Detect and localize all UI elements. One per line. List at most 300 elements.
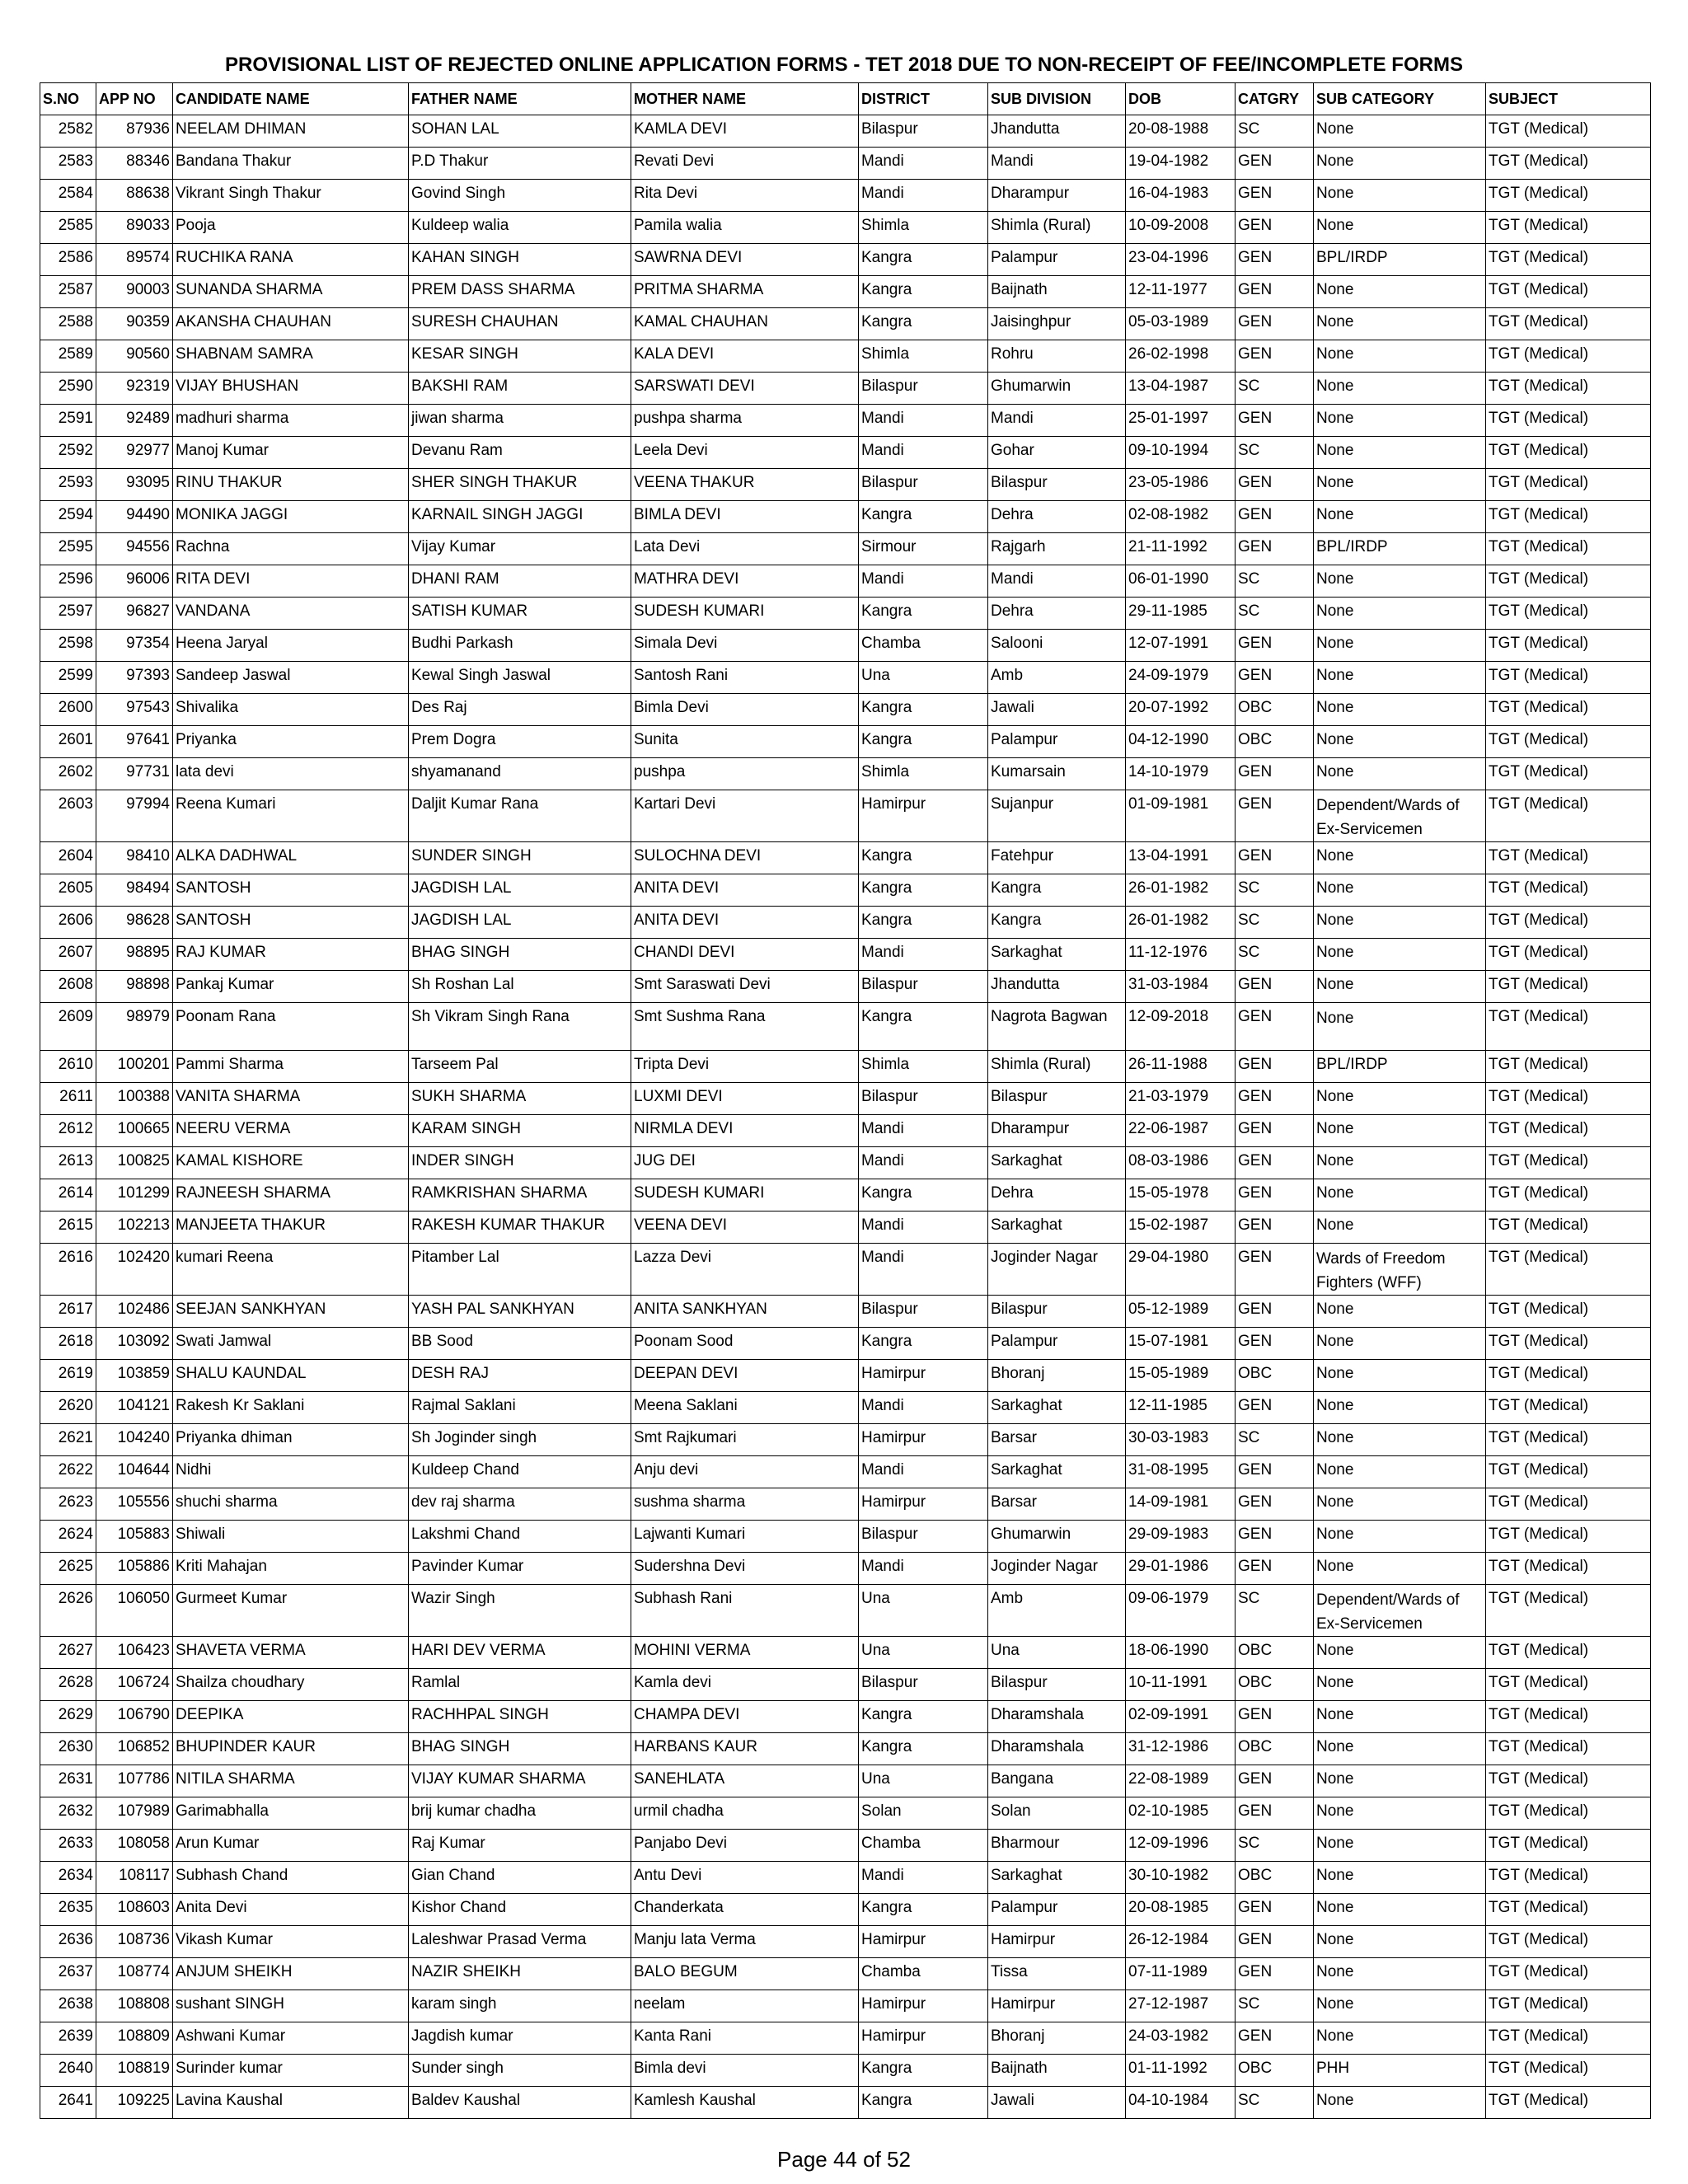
cell-sno: 2599 bbox=[40, 662, 96, 694]
cell-candidate-name: SANTOSH bbox=[173, 874, 409, 907]
cell-mother-name: sushma sharma bbox=[631, 1488, 859, 1521]
cell-sno: 2603 bbox=[40, 790, 96, 842]
cell-father-name: BAKSHI RAM bbox=[409, 373, 631, 405]
cell-subject: TGT (Medical) bbox=[1486, 1147, 1651, 1179]
cell-mother-name: SARSWATI DEVI bbox=[631, 373, 859, 405]
cell-sno: 2614 bbox=[40, 1179, 96, 1212]
cell-dob: 12-11-1985 bbox=[1126, 1392, 1236, 1424]
cell-candidate-name: SHABNAM SAMRA bbox=[173, 340, 409, 373]
cell-district: Una bbox=[859, 662, 988, 694]
cell-mother-name: Smt Sushma Rana bbox=[631, 1003, 859, 1051]
table-row bbox=[40, 2022, 1651, 2055]
cell-category: GEN bbox=[1236, 340, 1314, 373]
table-row bbox=[40, 115, 1651, 148]
cell-subject: TGT (Medical) bbox=[1486, 1797, 1651, 1830]
cell-sub-category: BPL/IRDP bbox=[1314, 533, 1486, 565]
cell-candidate-name: Shivalika bbox=[173, 694, 409, 726]
cell-sub-division: Mandi bbox=[988, 148, 1126, 180]
cell-district: Mandi bbox=[859, 1456, 988, 1488]
cell-sub-division: Bilaspur bbox=[988, 1083, 1126, 1115]
cell-mother-name: ANITA DEVI bbox=[631, 874, 859, 907]
cell-mother-name: SULOCHNA DEVI bbox=[631, 842, 859, 874]
cell-app-no: 107989 bbox=[96, 1797, 173, 1830]
cell-sno: 2628 bbox=[40, 1669, 96, 1701]
cell-mother-name: HARBANS KAUR bbox=[631, 1733, 859, 1765]
cell-dob: 10-11-1991 bbox=[1126, 1669, 1236, 1701]
cell-dob: 05-03-1989 bbox=[1126, 308, 1236, 340]
cell-district: Bilaspur bbox=[859, 115, 988, 148]
cell-category: OBC bbox=[1236, 694, 1314, 726]
cell-category: SC bbox=[1236, 565, 1314, 598]
cell-candidate-name: Pooja bbox=[173, 212, 409, 244]
cell-district: Bilaspur bbox=[859, 1521, 988, 1553]
cell-category: OBC bbox=[1236, 726, 1314, 758]
table-row bbox=[40, 630, 1651, 662]
cell-sub-division: Jaisinghpur bbox=[988, 308, 1126, 340]
cell-dob: 01-09-1981 bbox=[1126, 790, 1236, 842]
table-row bbox=[40, 373, 1651, 405]
cell-district: Mandi bbox=[859, 565, 988, 598]
cell-sub-division: Rohru bbox=[988, 340, 1126, 373]
cell-sub-division: Dehra bbox=[988, 1179, 1126, 1212]
cell-sno: 2588 bbox=[40, 308, 96, 340]
cell-district: Hamirpur bbox=[859, 1488, 988, 1521]
cell-subject: TGT (Medical) bbox=[1486, 662, 1651, 694]
cell-app-no: 97354 bbox=[96, 630, 173, 662]
cell-father-name: SUKH SHARMA bbox=[409, 1083, 631, 1115]
cell-district: Hamirpur bbox=[859, 1360, 988, 1392]
table-row bbox=[40, 1797, 1651, 1830]
cell-sno: 2637 bbox=[40, 1958, 96, 1990]
table-row bbox=[40, 1701, 1651, 1733]
cell-father-name: KARNAIL SINGH JAGGI bbox=[409, 501, 631, 533]
cell-candidate-name: VIJAY BHUSHAN bbox=[173, 373, 409, 405]
cell-mother-name: Revati Devi bbox=[631, 148, 859, 180]
cell-dob: 09-06-1979 bbox=[1126, 1585, 1236, 1637]
cell-category: GEN bbox=[1236, 630, 1314, 662]
cell-district: Hamirpur bbox=[859, 1926, 988, 1958]
cell-district: Kangra bbox=[859, 1003, 988, 1051]
cell-sno: 2585 bbox=[40, 212, 96, 244]
cell-mother-name: BALO BEGUM bbox=[631, 1958, 859, 1990]
cell-candidate-name: kumari Reena bbox=[173, 1244, 409, 1296]
cell-category: GEN bbox=[1236, 1003, 1314, 1051]
cell-sub-category: None bbox=[1314, 758, 1486, 790]
cell-candidate-name: Sandeep Jaswal bbox=[173, 662, 409, 694]
cell-district: Una bbox=[859, 1765, 988, 1797]
table-row bbox=[40, 565, 1651, 598]
cell-sub-category: None bbox=[1314, 1701, 1486, 1733]
cell-sub-division: Jhandutta bbox=[988, 115, 1126, 148]
cell-subject: TGT (Medical) bbox=[1486, 1958, 1651, 1990]
column-header-candidate-name: CANDIDATE NAME bbox=[173, 83, 409, 115]
cell-dob: 11-12-1976 bbox=[1126, 939, 1236, 971]
cell-app-no: 103092 bbox=[96, 1328, 173, 1360]
table-row bbox=[40, 971, 1651, 1003]
cell-category: GEN bbox=[1236, 276, 1314, 308]
cell-subject: TGT (Medical) bbox=[1486, 2022, 1651, 2055]
cell-sno: 2609 bbox=[40, 1003, 96, 1051]
cell-dob: 14-10-1979 bbox=[1126, 758, 1236, 790]
cell-sub-category: None bbox=[1314, 907, 1486, 939]
cell-candidate-name: Priyanka bbox=[173, 726, 409, 758]
cell-subject: TGT (Medical) bbox=[1486, 874, 1651, 907]
table-row bbox=[40, 1147, 1651, 1179]
cell-dob: 21-11-1992 bbox=[1126, 533, 1236, 565]
table-row bbox=[40, 1926, 1651, 1958]
cell-sub-category: None bbox=[1314, 1147, 1486, 1179]
cell-sno: 2618 bbox=[40, 1328, 96, 1360]
table-row bbox=[40, 1958, 1651, 1990]
cell-category: OBC bbox=[1236, 1360, 1314, 1392]
cell-candidate-name: SHALU KAUNDAL bbox=[173, 1360, 409, 1392]
cell-district: Kangra bbox=[859, 308, 988, 340]
cell-father-name: Laleshwar Prasad Verma bbox=[409, 1926, 631, 1958]
cell-father-name: Kishor Chand bbox=[409, 1894, 631, 1926]
cell-app-no: 108774 bbox=[96, 1958, 173, 1990]
cell-sub-category: None bbox=[1314, 437, 1486, 469]
cell-sub-category: None bbox=[1314, 405, 1486, 437]
cell-category: SC bbox=[1236, 1990, 1314, 2022]
cell-sub-category: None bbox=[1314, 1894, 1486, 1926]
cell-sno: 2622 bbox=[40, 1456, 96, 1488]
cell-candidate-name: Gurmeet Kumar bbox=[173, 1585, 409, 1637]
cell-candidate-name: Kriti Mahajan bbox=[173, 1553, 409, 1585]
cell-app-no: 97641 bbox=[96, 726, 173, 758]
cell-mother-name: KAMLA DEVI bbox=[631, 115, 859, 148]
cell-sno: 2624 bbox=[40, 1521, 96, 1553]
cell-mother-name: Kartari Devi bbox=[631, 790, 859, 842]
cell-mother-name: ANITA SANKHYAN bbox=[631, 1296, 859, 1328]
cell-sub-category: None bbox=[1314, 276, 1486, 308]
cell-app-no: 98979 bbox=[96, 1003, 173, 1051]
cell-father-name: BHAG SINGH bbox=[409, 1733, 631, 1765]
cell-mother-name: Santosh Rani bbox=[631, 662, 859, 694]
cell-subject: TGT (Medical) bbox=[1486, 1765, 1651, 1797]
cell-subject: TGT (Medical) bbox=[1486, 1521, 1651, 1553]
cell-subject: TGT (Medical) bbox=[1486, 565, 1651, 598]
table-row bbox=[40, 1488, 1651, 1521]
cell-candidate-name: Heena Jaryal bbox=[173, 630, 409, 662]
cell-sub-division: Kumarsain bbox=[988, 758, 1126, 790]
cell-sub-division: Shimla (Rural) bbox=[988, 1051, 1126, 1083]
cell-mother-name: Kanta Rani bbox=[631, 2022, 859, 2055]
cell-sub-category: None bbox=[1314, 1488, 1486, 1521]
cell-app-no: 90359 bbox=[96, 308, 173, 340]
cell-sub-division: Tissa bbox=[988, 1958, 1126, 1990]
cell-category: SC bbox=[1236, 939, 1314, 971]
cell-sno: 2636 bbox=[40, 1926, 96, 1958]
cell-category: GEN bbox=[1236, 1926, 1314, 1958]
table-row bbox=[40, 437, 1651, 469]
cell-district: Mandi bbox=[859, 1115, 988, 1147]
column-header-dob: DOB bbox=[1126, 83, 1236, 115]
cell-father-name: RAMKRISHAN SHARMA bbox=[409, 1179, 631, 1212]
table-row bbox=[40, 276, 1651, 308]
cell-dob: 02-09-1991 bbox=[1126, 1701, 1236, 1733]
cell-mother-name: SUDESH KUMARI bbox=[631, 1179, 859, 1212]
cell-sno: 2632 bbox=[40, 1797, 96, 1830]
cell-sno: 2641 bbox=[40, 2087, 96, 2119]
cell-sno: 2611 bbox=[40, 1083, 96, 1115]
column-header-father-name: FATHER NAME bbox=[409, 83, 631, 115]
cell-subject: TGT (Medical) bbox=[1486, 148, 1651, 180]
table-row bbox=[40, 1521, 1651, 1553]
cell-dob: 02-08-1982 bbox=[1126, 501, 1236, 533]
cell-subject: TGT (Medical) bbox=[1486, 790, 1651, 842]
cell-sno: 2604 bbox=[40, 842, 96, 874]
cell-district: Kangra bbox=[859, 1179, 988, 1212]
table-row bbox=[40, 148, 1651, 180]
cell-father-name: SOHAN LAL bbox=[409, 115, 631, 148]
column-header-district: DISTRICT bbox=[859, 83, 988, 115]
cell-father-name: Budhi Parkash bbox=[409, 630, 631, 662]
cell-district: Kangra bbox=[859, 694, 988, 726]
cell-father-name: KAHAN SINGH bbox=[409, 244, 631, 276]
cell-category: SC bbox=[1236, 437, 1314, 469]
cell-mother-name: Subhash Rani bbox=[631, 1585, 859, 1637]
cell-app-no: 98410 bbox=[96, 842, 173, 874]
table-row bbox=[40, 1669, 1651, 1701]
cell-category: GEN bbox=[1236, 1701, 1314, 1733]
cell-father-name: Pitamber Lal bbox=[409, 1244, 631, 1296]
cell-father-name: DESH RAJ bbox=[409, 1360, 631, 1392]
cell-app-no: 108808 bbox=[96, 1990, 173, 2022]
cell-dob: 23-05-1986 bbox=[1126, 469, 1236, 501]
cell-candidate-name: Bandana Thakur bbox=[173, 148, 409, 180]
cell-candidate-name: RAJ KUMAR bbox=[173, 939, 409, 971]
cell-candidate-name: RUCHIKA RANA bbox=[173, 244, 409, 276]
cell-sno: 2621 bbox=[40, 1424, 96, 1456]
cell-father-name: Pavinder Kumar bbox=[409, 1553, 631, 1585]
cell-app-no: 97731 bbox=[96, 758, 173, 790]
cell-sno: 2619 bbox=[40, 1360, 96, 1392]
table-row bbox=[40, 874, 1651, 907]
cell-category: GEN bbox=[1236, 1958, 1314, 1990]
cell-mother-name: KAMAL CHAUHAN bbox=[631, 308, 859, 340]
cell-subject: TGT (Medical) bbox=[1486, 758, 1651, 790]
cell-category: GEN bbox=[1236, 244, 1314, 276]
cell-district: Shimla bbox=[859, 340, 988, 373]
cell-father-name: jiwan sharma bbox=[409, 405, 631, 437]
table-row bbox=[40, 1553, 1651, 1585]
cell-category: GEN bbox=[1236, 758, 1314, 790]
cell-father-name: Rajmal Saklani bbox=[409, 1392, 631, 1424]
cell-sub-division: Ghumarwin bbox=[988, 373, 1126, 405]
cell-district: Mandi bbox=[859, 1212, 988, 1244]
cell-sub-division: Bilaspur bbox=[988, 469, 1126, 501]
cell-app-no: 98895 bbox=[96, 939, 173, 971]
cell-dob: 29-04-1980 bbox=[1126, 1244, 1236, 1296]
cell-subject: TGT (Medical) bbox=[1486, 373, 1651, 405]
cell-candidate-name: MANJEETA THAKUR bbox=[173, 1212, 409, 1244]
cell-candidate-name: Rachna bbox=[173, 533, 409, 565]
cell-district: Una bbox=[859, 1637, 988, 1669]
cell-mother-name: Anju devi bbox=[631, 1456, 859, 1488]
cell-subject: TGT (Medical) bbox=[1486, 1360, 1651, 1392]
cell-candidate-name: RAJNEESH SHARMA bbox=[173, 1179, 409, 1212]
cell-app-no: 88346 bbox=[96, 148, 173, 180]
cell-father-name: Prem Dogra bbox=[409, 726, 631, 758]
cell-father-name: Jagdish kumar bbox=[409, 2022, 631, 2055]
table-row bbox=[40, 1212, 1651, 1244]
cell-father-name: DHANI RAM bbox=[409, 565, 631, 598]
table-row bbox=[40, 1296, 1651, 1328]
cell-app-no: 92977 bbox=[96, 437, 173, 469]
cell-subject: TGT (Medical) bbox=[1486, 1392, 1651, 1424]
cell-district: Shimla bbox=[859, 1051, 988, 1083]
cell-dob: 01-11-1992 bbox=[1126, 2055, 1236, 2087]
cell-sno: 2627 bbox=[40, 1637, 96, 1669]
cell-subject: TGT (Medical) bbox=[1486, 244, 1651, 276]
cell-category: GEN bbox=[1236, 1179, 1314, 1212]
cell-mother-name: Lajwanti Kumari bbox=[631, 1521, 859, 1553]
cell-sub-division: Salooni bbox=[988, 630, 1126, 662]
cell-sno: 2593 bbox=[40, 469, 96, 501]
cell-dob: 14-09-1981 bbox=[1126, 1488, 1236, 1521]
cell-sub-category: None bbox=[1314, 1328, 1486, 1360]
cell-dob: 15-02-1987 bbox=[1126, 1212, 1236, 1244]
cell-sub-category: None bbox=[1314, 2022, 1486, 2055]
cell-district: Kangra bbox=[859, 501, 988, 533]
cell-candidate-name: Subhash Chand bbox=[173, 1862, 409, 1894]
cell-subject: TGT (Medical) bbox=[1486, 1830, 1651, 1862]
cell-sno: 2623 bbox=[40, 1488, 96, 1521]
cell-sub-division: Barsar bbox=[988, 1424, 1126, 1456]
column-header-sub-category: SUB CATEGORY bbox=[1314, 83, 1486, 115]
cell-app-no: 100665 bbox=[96, 1115, 173, 1147]
cell-sub-division: Jhandutta bbox=[988, 971, 1126, 1003]
cell-dob: 12-11-1977 bbox=[1126, 276, 1236, 308]
cell-app-no: 92319 bbox=[96, 373, 173, 405]
cell-sub-division: Dharamshala bbox=[988, 1701, 1126, 1733]
cell-sub-division: Sarkaghat bbox=[988, 1862, 1126, 1894]
cell-sno: 2616 bbox=[40, 1244, 96, 1296]
cell-mother-name: neelam bbox=[631, 1990, 859, 2022]
cell-district: Mandi bbox=[859, 1392, 988, 1424]
cell-father-name: Devanu Ram bbox=[409, 437, 631, 469]
cell-subject: TGT (Medical) bbox=[1486, 1456, 1651, 1488]
cell-dob: 30-10-1982 bbox=[1126, 1862, 1236, 1894]
cell-mother-name: DEEPAN DEVI bbox=[631, 1360, 859, 1392]
cell-father-name: PREM DASS SHARMA bbox=[409, 276, 631, 308]
cell-app-no: 106790 bbox=[96, 1701, 173, 1733]
table-row bbox=[40, 1392, 1651, 1424]
cell-sub-division: Kangra bbox=[988, 907, 1126, 939]
cell-app-no: 108117 bbox=[96, 1862, 173, 1894]
cell-sub-division: Amb bbox=[988, 662, 1126, 694]
cell-district: Mandi bbox=[859, 180, 988, 212]
cell-subject: TGT (Medical) bbox=[1486, 726, 1651, 758]
cell-app-no: 88638 bbox=[96, 180, 173, 212]
cell-sno: 2612 bbox=[40, 1115, 96, 1147]
cell-father-name: Kuldeep Chand bbox=[409, 1456, 631, 1488]
cell-mother-name: Sudershna Devi bbox=[631, 1553, 859, 1585]
cell-candidate-name: RITA DEVI bbox=[173, 565, 409, 598]
cell-mother-name: VEENA DEVI bbox=[631, 1212, 859, 1244]
cell-district: Kangra bbox=[859, 1328, 988, 1360]
cell-category: GEN bbox=[1236, 1392, 1314, 1424]
cell-sno: 2606 bbox=[40, 907, 96, 939]
table-row bbox=[40, 1424, 1651, 1456]
cell-district: Kangra bbox=[859, 726, 988, 758]
cell-candidate-name: Vikash Kumar bbox=[173, 1926, 409, 1958]
cell-sno: 2610 bbox=[40, 1051, 96, 1083]
cell-sub-category: None bbox=[1314, 1797, 1486, 1830]
table-row bbox=[40, 1115, 1651, 1147]
cell-candidate-name: VANDANA bbox=[173, 598, 409, 630]
cell-dob: 24-09-1979 bbox=[1126, 662, 1236, 694]
cell-mother-name: PRITMA SHARMA bbox=[631, 276, 859, 308]
table-row bbox=[40, 1894, 1651, 1926]
cell-candidate-name: BHUPINDER KAUR bbox=[173, 1733, 409, 1765]
cell-sub-division: Sarkaghat bbox=[988, 939, 1126, 971]
cell-district: Kangra bbox=[859, 1701, 988, 1733]
cell-sub-division: Sarkaghat bbox=[988, 1212, 1126, 1244]
table-row bbox=[40, 2087, 1651, 2119]
cell-category: GEN bbox=[1236, 662, 1314, 694]
cell-sub-category: None bbox=[1314, 212, 1486, 244]
cell-father-name: SUNDER SINGH bbox=[409, 842, 631, 874]
table-row bbox=[40, 1051, 1651, 1083]
cell-father-name: Raj Kumar bbox=[409, 1830, 631, 1862]
cell-candidate-name: Arun Kumar bbox=[173, 1830, 409, 1862]
cell-app-no: 90003 bbox=[96, 276, 173, 308]
cell-dob: 22-06-1987 bbox=[1126, 1115, 1236, 1147]
cell-app-no: 101299 bbox=[96, 1179, 173, 1212]
cell-dob: 31-03-1984 bbox=[1126, 971, 1236, 1003]
cell-candidate-name: Vikrant Singh Thakur bbox=[173, 180, 409, 212]
cell-sub-division: Dharampur bbox=[988, 180, 1126, 212]
cell-district: Mandi bbox=[859, 1147, 988, 1179]
cell-mother-name: Pamila walia bbox=[631, 212, 859, 244]
cell-dob: 31-12-1986 bbox=[1126, 1733, 1236, 1765]
table-row bbox=[40, 1765, 1651, 1797]
cell-sub-category: None bbox=[1314, 1637, 1486, 1669]
cell-candidate-name: AKANSHA CHAUHAN bbox=[173, 308, 409, 340]
cell-dob: 29-09-1983 bbox=[1126, 1521, 1236, 1553]
cell-father-name: Daljit Kumar Rana bbox=[409, 790, 631, 842]
cell-candidate-name: NEERU VERMA bbox=[173, 1115, 409, 1147]
cell-candidate-name: ALKA DADHWAL bbox=[173, 842, 409, 874]
cell-sub-division: Bhoranj bbox=[988, 2022, 1126, 2055]
cell-dob: 12-09-2018 bbox=[1126, 1003, 1236, 1051]
cell-subject: TGT (Medical) bbox=[1486, 533, 1651, 565]
cell-sub-division: Palampur bbox=[988, 1328, 1126, 1360]
cell-sub-category: None bbox=[1314, 1830, 1486, 1862]
cell-subject: TGT (Medical) bbox=[1486, 1296, 1651, 1328]
cell-candidate-name: lata devi bbox=[173, 758, 409, 790]
cell-dob: 10-09-2008 bbox=[1126, 212, 1236, 244]
cell-mother-name: Sunita bbox=[631, 726, 859, 758]
cell-father-name: Des Raj bbox=[409, 694, 631, 726]
column-header-category: CATGRY bbox=[1236, 83, 1314, 115]
cell-sno: 2595 bbox=[40, 533, 96, 565]
cell-district: Shimla bbox=[859, 212, 988, 244]
cell-sno: 2602 bbox=[40, 758, 96, 790]
cell-sub-category: None bbox=[1314, 469, 1486, 501]
cell-sno: 2607 bbox=[40, 939, 96, 971]
cell-sub-division: Ghumarwin bbox=[988, 1521, 1126, 1553]
cell-father-name: Sh Vikram Singh Rana bbox=[409, 1003, 631, 1051]
cell-sub-division: Fatehpur bbox=[988, 842, 1126, 874]
cell-app-no: 105883 bbox=[96, 1521, 173, 1553]
cell-category: GEN bbox=[1236, 1244, 1314, 1296]
cell-sub-division: Rajgarh bbox=[988, 533, 1126, 565]
cell-sub-category: None bbox=[1314, 1360, 1486, 1392]
cell-sno: 2592 bbox=[40, 437, 96, 469]
cell-sno: 2596 bbox=[40, 565, 96, 598]
